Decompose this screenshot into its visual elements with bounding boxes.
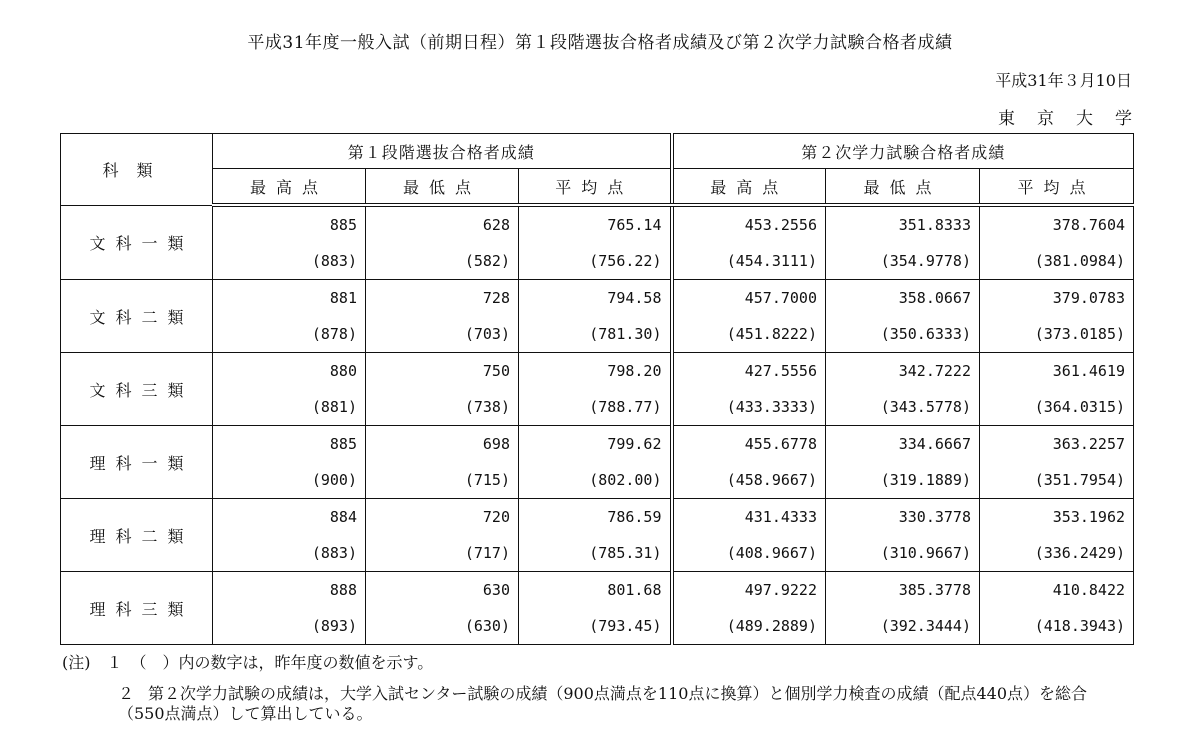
score-cell bbox=[826, 572, 980, 645]
table-row bbox=[61, 280, 1134, 353]
score-cell bbox=[980, 426, 1134, 499]
previous-value: (756.22) bbox=[589, 252, 662, 270]
previous-value: (381.0984) bbox=[1034, 252, 1126, 270]
previous-value: (408.9667) bbox=[726, 544, 817, 562]
university-name: 東京大学 bbox=[998, 109, 1154, 129]
document-date: 平成31年３月10日 bbox=[995, 71, 1132, 90]
current-value: 427.5556 bbox=[744, 362, 817, 380]
score-cell bbox=[980, 353, 1134, 426]
previous-value: (881) bbox=[311, 398, 357, 416]
previous-value: (418.3943) bbox=[1034, 617, 1126, 635]
current-value: 385.3778 bbox=[898, 581, 971, 599]
score-cell bbox=[980, 280, 1134, 353]
score-cell bbox=[672, 353, 826, 426]
category-cell: 文科三類 bbox=[61, 353, 213, 426]
current-value: 410.8422 bbox=[1052, 581, 1126, 599]
current-value: 794.58 bbox=[607, 289, 662, 307]
previous-value: (788.77) bbox=[589, 398, 662, 416]
score-cell bbox=[826, 280, 980, 353]
previous-value: (893) bbox=[311, 617, 357, 635]
previous-value: (451.8222) bbox=[726, 325, 817, 343]
current-value: 888 bbox=[329, 581, 357, 599]
score-cell bbox=[366, 426, 519, 499]
score-cell bbox=[519, 499, 672, 572]
current-value: 786.59 bbox=[607, 508, 662, 526]
previous-value: (458.9667) bbox=[726, 471, 817, 489]
score-cell bbox=[519, 205, 672, 280]
previous-value: (364.0315) bbox=[1034, 398, 1126, 416]
score-cell bbox=[366, 572, 519, 645]
document-title: 平成31年度一般入試（前期日程）第１段階選抜合格者成績及び第２次学力試験合格者成績 bbox=[247, 33, 953, 53]
stage2-min-header: 最低点 bbox=[826, 169, 980, 206]
score-cell bbox=[672, 280, 826, 353]
category-header: 科類 bbox=[61, 134, 213, 206]
score-cell bbox=[519, 353, 672, 426]
current-value: 334.6667 bbox=[898, 435, 971, 453]
table-row bbox=[61, 205, 1134, 280]
category-cell: 理科三類 bbox=[61, 572, 213, 645]
previous-value: (883) bbox=[311, 252, 357, 270]
score-cell bbox=[213, 572, 366, 645]
previous-value: (454.3111) bbox=[726, 252, 817, 270]
current-value: 457.7000 bbox=[744, 289, 817, 307]
previous-value: (781.30) bbox=[589, 325, 662, 343]
previous-value: (392.3444) bbox=[880, 617, 971, 635]
current-value: 342.7222 bbox=[898, 362, 971, 380]
previous-value: (793.45) bbox=[589, 617, 662, 635]
previous-value: (310.9667) bbox=[880, 544, 971, 562]
category-cell: 理科二類 bbox=[61, 499, 213, 572]
previous-value: (715) bbox=[464, 471, 510, 489]
score-cell bbox=[672, 499, 826, 572]
category-cell: 理科一類 bbox=[61, 426, 213, 499]
score-cell bbox=[213, 205, 366, 280]
score-cell bbox=[519, 572, 672, 645]
current-value: 884 bbox=[329, 508, 357, 526]
category-cell: 文科二類 bbox=[61, 280, 213, 353]
current-value: 798.20 bbox=[607, 362, 662, 380]
score-cell bbox=[213, 499, 366, 572]
stage2-header: 第２次学力試験合格者成績 bbox=[672, 134, 1134, 169]
scores-table-body bbox=[61, 205, 1134, 645]
previous-value: (785.31) bbox=[589, 544, 662, 562]
previous-value: (373.0185) bbox=[1034, 325, 1126, 343]
current-value: 497.9222 bbox=[744, 581, 817, 599]
current-value: 628 bbox=[482, 216, 510, 234]
current-value: 378.7604 bbox=[1052, 216, 1126, 234]
current-value: 885 bbox=[329, 435, 357, 453]
note-1: (注) １ （ ）内の数字は，昨年度の数値を示す。 bbox=[62, 653, 434, 672]
stage1-max-header: 最高点 bbox=[213, 169, 366, 206]
note-2-number: ２ bbox=[118, 684, 135, 703]
stage2-max-header: 最高点 bbox=[672, 169, 826, 206]
current-value: 799.62 bbox=[607, 435, 662, 453]
current-value: 750 bbox=[482, 362, 510, 380]
note-2 bbox=[118, 684, 1118, 724]
score-cell bbox=[213, 353, 366, 426]
score-cell bbox=[672, 426, 826, 499]
previous-value: (802.00) bbox=[589, 471, 662, 489]
previous-value: (883) bbox=[311, 544, 357, 562]
score-cell bbox=[366, 280, 519, 353]
previous-value: (350.6333) bbox=[880, 325, 971, 343]
current-value: 720 bbox=[482, 508, 510, 526]
table-row bbox=[61, 572, 1134, 645]
previous-value: (319.1889) bbox=[880, 471, 971, 489]
score-cell bbox=[672, 572, 826, 645]
score-cell bbox=[366, 499, 519, 572]
current-value: 881 bbox=[329, 289, 357, 307]
score-cell bbox=[519, 280, 672, 353]
current-value: 363.2257 bbox=[1052, 435, 1126, 453]
current-value: 358.0667 bbox=[898, 289, 971, 307]
notes bbox=[62, 652, 433, 674]
score-cell bbox=[826, 499, 980, 572]
previous-value: (738) bbox=[464, 398, 510, 416]
note-2-text: 第２次学力試験の成績は，大学入試センター試験の成績（900点満点を110点に換算）と個別学力検査の成績（配点440点）を総合（550点満点）して算出している。 bbox=[118, 684, 1087, 723]
previous-value: (717) bbox=[464, 544, 510, 562]
score-cell bbox=[980, 205, 1134, 280]
previous-value: (900) bbox=[311, 471, 357, 489]
current-value: 453.2556 bbox=[744, 216, 817, 234]
current-value: 880 bbox=[329, 362, 357, 380]
current-value: 698 bbox=[482, 435, 510, 453]
current-value: 353.1962 bbox=[1052, 508, 1126, 526]
score-cell bbox=[213, 426, 366, 499]
category-cell: 文科一類 bbox=[61, 205, 213, 280]
score-cell bbox=[672, 205, 826, 280]
score-cell bbox=[366, 205, 519, 280]
previous-value: (336.2429) bbox=[1034, 544, 1126, 562]
current-value: 330.3778 bbox=[898, 508, 971, 526]
current-value: 351.8333 bbox=[898, 216, 971, 234]
previous-value: (354.9778) bbox=[880, 252, 971, 270]
previous-value: (351.7954) bbox=[1034, 471, 1126, 489]
previous-value: (878) bbox=[311, 325, 357, 343]
previous-value: (582) bbox=[464, 252, 510, 270]
score-cell bbox=[980, 499, 1134, 572]
current-value: 765.14 bbox=[607, 216, 662, 234]
current-value: 361.4619 bbox=[1052, 362, 1126, 380]
stage2-avg-header: 平均点 bbox=[980, 169, 1134, 206]
previous-value: (630) bbox=[464, 617, 510, 635]
table-row bbox=[61, 353, 1134, 426]
score-cell bbox=[980, 572, 1134, 645]
previous-value: (343.5778) bbox=[880, 398, 971, 416]
stage1-header: 第１段階選抜合格者成績 bbox=[213, 134, 672, 169]
current-value: 379.0783 bbox=[1052, 289, 1126, 307]
score-cell bbox=[366, 353, 519, 426]
table-row bbox=[61, 499, 1134, 572]
stage1-avg-header: 平均点 bbox=[519, 169, 672, 206]
previous-value: (433.3333) bbox=[726, 398, 817, 416]
current-value: 728 bbox=[482, 289, 510, 307]
score-cell bbox=[519, 426, 672, 499]
current-value: 455.6778 bbox=[744, 435, 817, 453]
table-row bbox=[61, 426, 1134, 499]
score-cell bbox=[826, 205, 980, 280]
previous-value: (703) bbox=[464, 325, 510, 343]
score-cell bbox=[213, 280, 366, 353]
stage1-min-header: 最低点 bbox=[366, 169, 519, 206]
score-cell bbox=[826, 353, 980, 426]
current-value: 885 bbox=[329, 216, 357, 234]
current-value: 630 bbox=[482, 581, 510, 599]
scores-table bbox=[60, 133, 1134, 645]
current-value: 431.4333 bbox=[744, 508, 817, 526]
previous-value: (489.2889) bbox=[726, 617, 817, 635]
score-cell bbox=[826, 426, 980, 499]
current-value: 801.68 bbox=[607, 581, 662, 599]
